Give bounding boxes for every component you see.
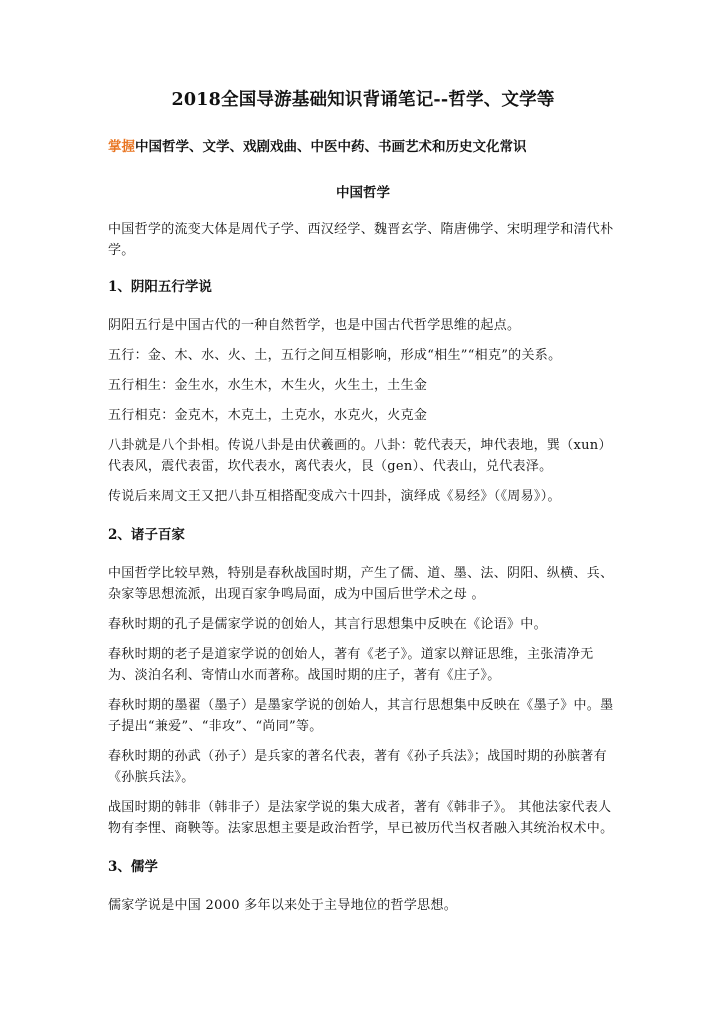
paragraph: 五行相生：金生水，水生木，木生火，火生土，土生金 [108,378,428,393]
section-title: 中国哲学 [336,185,390,201]
paragraph: 战国时期的韩非（韩非子）是法家学说的集大成者，著有《韩非子》。 其他法家代表人物有李悝、商鞅等。法家思想主要是政治哲学，早已被历代当权者融入其统治权术中。 [108,800,614,836]
heading-yinyang-wuxing: 1、阴阳五行学说 [108,279,212,295]
heading-ruxue: 3、儒学 [108,859,158,875]
document-body [108,86,618,925]
subtitle-text: 中国哲学、文学、戏剧戏曲、中医中药、书画艺术和历史文化常识 [135,139,527,155]
paragraph: 儒家学说是中国 2000 多年以来处于主导地位的哲学思想。 [108,898,458,913]
subtitle [108,135,618,155]
paragraph: 五行相克：金克木，木克土，土克水，水克火，火克金 [108,408,428,423]
paragraph: 春秋时期的孙武（孙子）是兵家的著名代表，著有《孙子兵法》；战国时期的孙膑著有《孙膑兵法》。 [108,749,607,785]
paragraph: 春秋时期的墨翟（墨子）是墨家学说的创始人，其言行思想集中反映在《墨子》中。墨子提出“兼爱”、“非攻”、“尚同”等。 [108,698,614,734]
subtitle-highlight: 掌握 [108,139,135,155]
paragraph: 中国哲学比较早熟，特别是春秋战国时期，产生了儒、道、墨、法、阴阳、纵横、兵、杂家等思想流派，出现百家争鸣局面，成为中国后世学术之母 。 [108,566,614,602]
paragraph: 阴阳五行是中国古代的一种自然哲学，也是中国古代哲学思维的起点。 [108,318,521,333]
paragraph: 五行：金、木、水、火、土，五行之间互相影响，形成“相生”“相克”的关系。 [108,348,562,363]
paragraph: 春秋时期的老子是道家学说的创始人，著有《老子》。道家以辩证思维，主张清净无为、淡泊名利、寄情山水而著称。战国时期的庄子，著有《庄子》。 [108,647,594,683]
heading-zhuzi-baijia: 2、诸子百家 [108,527,185,543]
intro-paragraph: 中国哲学的流变大体是周代子学、西汉经学、魏晋玄学、隋唐佛学、宋明理学和清代朴学。 [108,222,614,258]
paragraph: 传说后来周文王又把八卦互相搭配变成六十四卦，演绎成《易经》（《周易》）。 [108,489,561,504]
paragraph: 春秋时期的孔子是儒家学说的创始人，其言行思想集中反映在《论语》中。 [108,617,547,632]
paragraph: 八卦就是八个卦相。传说八卦是由伏羲画的。八卦：乾代表天，坤代表地，巽（xun）代表风，震代表雷，坎代表水，离代表火，艮（gen）、代表山，兑代表泽。 [108,438,612,474]
page-title: 2018全国导游基础知识背诵笔记--哲学、文学等 [171,90,555,110]
